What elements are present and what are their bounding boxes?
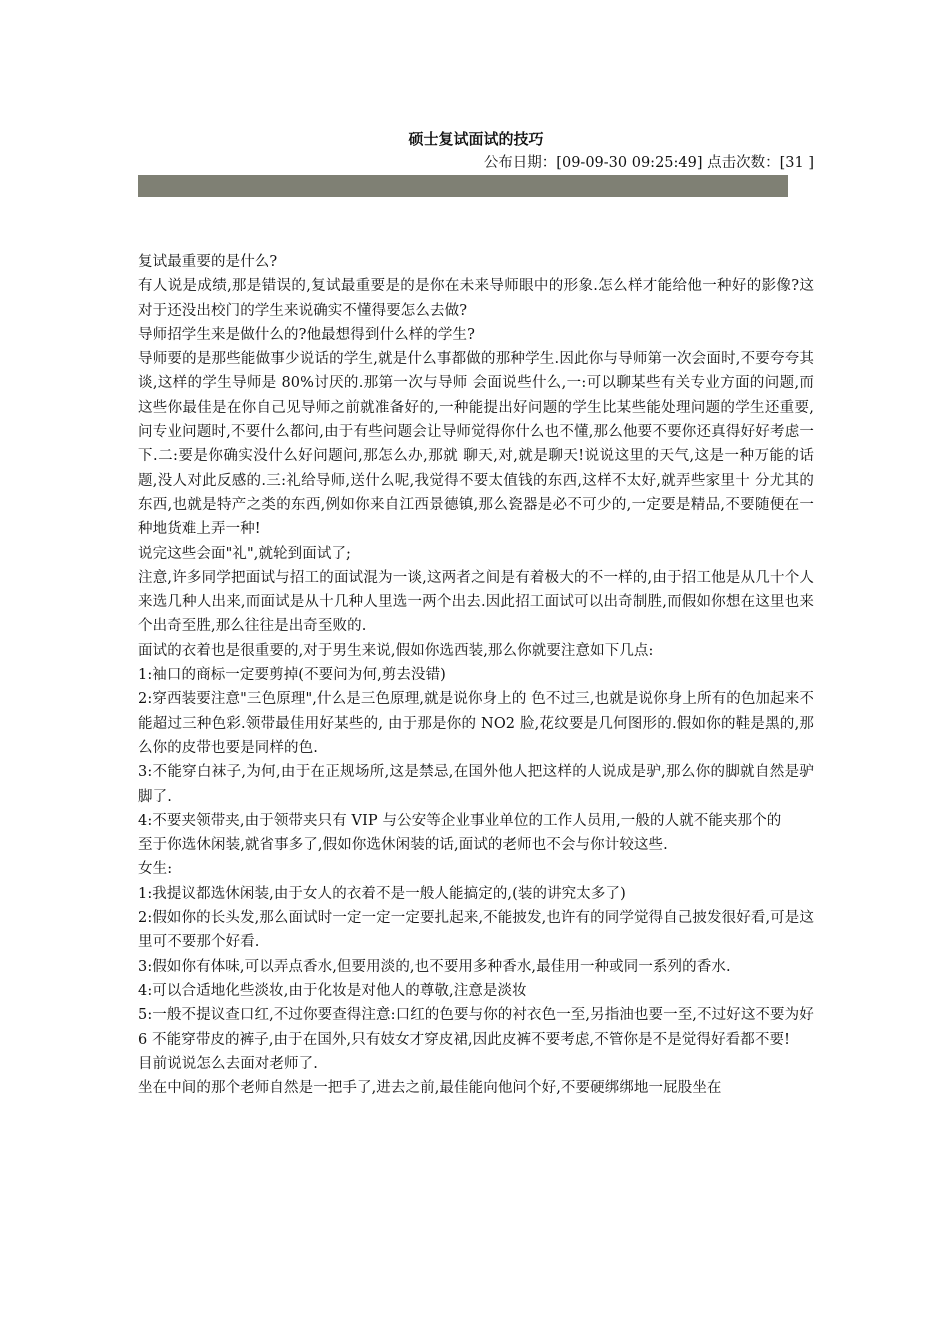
paragraph: 5:一般不提议查口红,不过你要查得注意:口红的色要与你的衬衣色一至,另指油也要一至,不过好这不要为好	[138, 1007, 814, 1024]
paragraph: 说完这些会面"礼",就轮到面试了;	[138, 545, 352, 562]
paragraph: 复试最重要的是什么?	[138, 254, 278, 270]
paragraph: 1:袖口的商标一定要剪掉(不要问为何,剪去没错)	[138, 667, 446, 684]
article-body	[138, 250, 814, 1100]
paragraph: 坐在中间的那个老师自然是一把手了,进去之前,最佳能向他问个好,不要硬绑绑地一屁股坐在	[138, 1080, 722, 1097]
paragraph: 面试的衣着也是很重要的,对于男生来说,假如你选西装,那么你就要注意如下几点:	[138, 642, 654, 659]
paragraph: 4:不要夹领带夹,由于领带夹只有 VIP 与公安等企业事业单位的工作人员用,一般的人就不能夹那个的	[138, 812, 782, 829]
paragraph: 1:我提议都选休闲装,由于女人的衣着不是一般人能搞定的,(装的讲究太多了)	[138, 885, 626, 902]
paragraph: 注意,许多同学把面试与招工的面试混为一谈,这两者之间是有着极大的不一样的,由于招工他是从几十个人来选几种人出来,而面试是从十几种人里选一两个出去.因此招工面试可以出奇制胜,而假如你想在这里也来个出奇至胜,那么往往是出奇至败的.	[138, 569, 814, 635]
paragraph: 女生:	[138, 861, 173, 878]
paragraph: 3:假如你有体味,可以弄点香水,但要用淡的,也不要用多种香水,最佳用一种或同一系列的香水.	[138, 958, 731, 975]
paragraph: 3:不能穿白袜子,为何,由于在正规场所,这是禁忌,在国外他人把这样的人说成是驴,那么你的脚就自然是驴脚了.	[138, 764, 814, 805]
paragraph: 目前说说怎么去面对老师了.	[138, 1055, 318, 1072]
paragraph: 4:可以合适地化些淡妆,由于化妆是对他人的尊敬,注意是淡妆	[138, 982, 527, 999]
publish-meta: 公布日期：[09-09-30 09:25:49] 点击次数：[31 ]	[483, 155, 814, 171]
divider-bar	[138, 175, 788, 197]
paragraph: 导师招学生来是做什么的?他最想得到什么样的学生?	[138, 326, 475, 343]
paragraph: 2:假如你的长头发,那么面试时一定一定一定要扎起来,不能披发,也许有的同学觉得自己披发很好看,可是这里可不要那个好看.	[138, 910, 814, 951]
document-title: 硕士复试面试的技巧	[408, 130, 544, 148]
paragraph: 6 不能穿带皮的裤子,由于在国外,只有妓女才穿皮裙,因此皮裤不要考虑,不管你是不是觉得好看都不要!	[138, 1031, 790, 1048]
paragraph: 有人说是成绩,那是错误的,复试最重要是的是你在未来导师眼中的形象.怎么样才能给他一种好的影像?这对于还没出校门的学生来说确实不懂得要怎么去做?	[138, 278, 814, 319]
paragraph: 至于你选休闲装,就省事多了,假如你选休闲装的话,面试的老师也不会与你计较这些.	[138, 837, 668, 854]
paragraph: 导师要的是那些能做事少说话的学生,就是什么事都做的那种学生.因此你与导师第一次会面时,不要夸夸其谈,这样的学生导师是 80%讨厌的.那第一次与导师 会面说些什么,一:可以聊某些有关专业方面的问题,而这些你最佳是在你自己见导师之前就准备好的,一种能提出好问题的学生比某些能处理问题的学生还重要, 问专业问题时,不要什么都问,由于有些问题会让导师觉得你什么也不懂,那么他要不要你还真得好好考虑一下.二:要是你确实没什么好问题问,那怎么办,那就 聊天,对,就是聊天!说说这里的天气,这是一种万能的话题,没人对此反感的.三:礼给导师,送什么呢,我觉得不要太值钱的东西,这样不太好,就弄些家里十 分尤其的东西,也就是特产之类的东西,例如你来自江西景德镇,那么瓷器是必不可少的,一定要是精品,不要随便在一种地货难上弄一种!	[138, 351, 814, 538]
paragraph: 2:穿西装要注意"三色原理",什么是三色原理,就是说你身上的 色不过三,也就是说你身上所有的色加起来不能超过三种色彩.领带最佳用好某些的, 由于那是你的 NO2 脸,花纹要是几何图形的.假如你的鞋是黑的,那么你的皮带也要是同样的色.	[138, 691, 814, 756]
